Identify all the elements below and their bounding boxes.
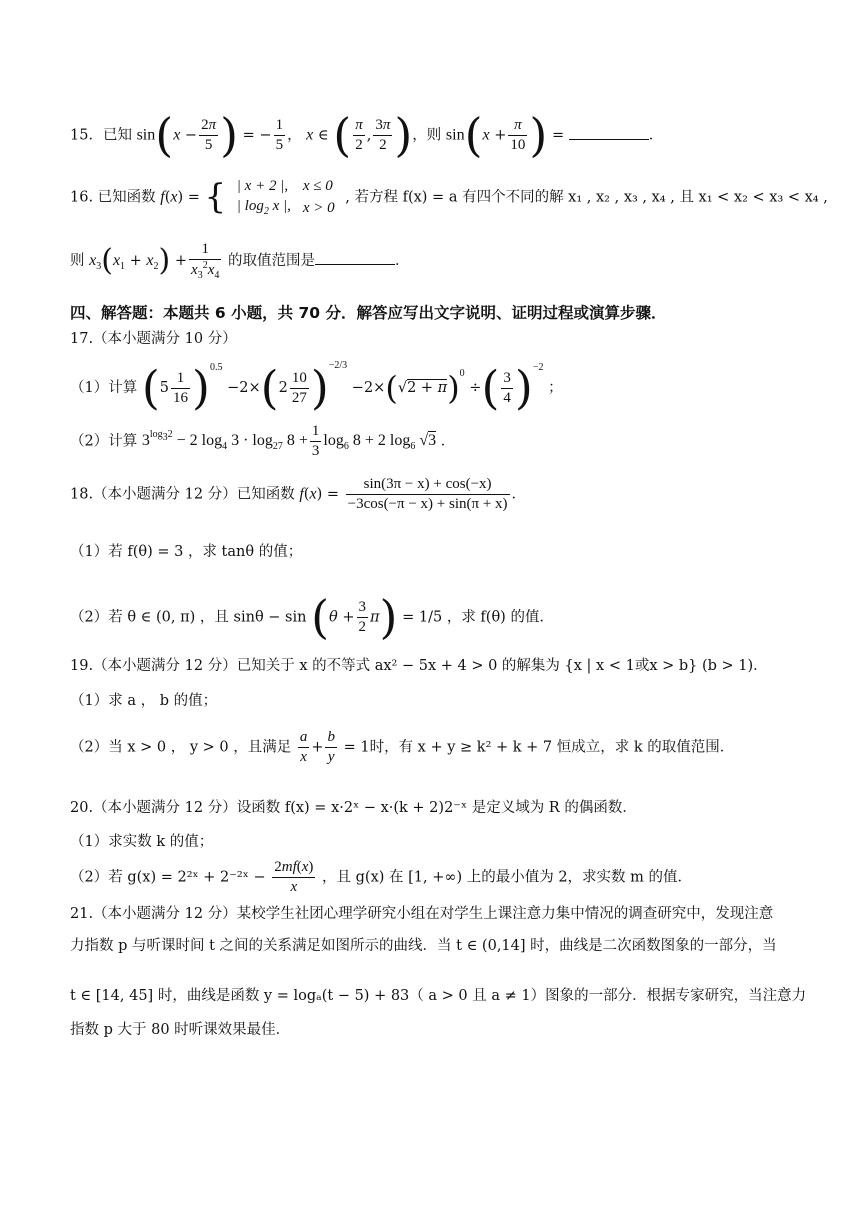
q19-p2-pre: （2）当 x > 0 ， y > 0 ，且满足	[70, 739, 292, 756]
q19-label: 19.（本小题满分 12 分）已知关于 x 的不等式 ax² − 5x + 4 > 0 的解集为 {x | x < 1或x > b} (b > 1)．	[70, 658, 768, 674]
q16-end: ．	[394, 253, 410, 270]
q21-line-3: t ∈ [14, 45] 时，曲线是函数 y = logₐ(t − 5) + 83（ a > 0 且 a ≠ 1）图象的一部分．根据专家研究，当注意力	[70, 988, 807, 1004]
q20-part-2: （2）若 g(x) = 2²ˣ + 2⁻²ˣ − $\frac{2mf(x)}{x}$ ，且 g(x) 在 [1, +∞) 上的最小值为 2，求实数 m 的值．	[70, 859, 693, 895]
q17-label: 17.（本小题满分 10 分）	[70, 331, 237, 347]
q18-denominator: −3cos(−π − x) + sin(π + x)	[347, 495, 508, 512]
q20-p2-post: ，且 g(x) 在 [1, +∞) 上的最小值为 2，求实数 m 的值．	[322, 869, 693, 886]
q15-label: 15．已知	[70, 127, 132, 144]
q15-cond: ，	[287, 127, 302, 144]
question-16: 16. 已知函数 f(x) = { | x + 2 |, x ≤ 0 | $\log_2 x$ |, x > 0 , 若方程 f(x) = a 有四个不同的解 x₁ , x₂ , x₃ , x₄ , 且 x₁ < x₂ < x₃ < x₄ ,	[70, 177, 828, 218]
q18-p2-post: = 1/5 ，求 f(θ) 的值．	[402, 609, 554, 626]
q18-numerator: sin(3π − x) + cos(−x)	[346, 475, 510, 495]
question-15: 15．已知 sin(x − $\frac{2\pi}{5}$ ) = − $\frac{1}{5}$ ， x ∈ ( $\frac{\pi}{2}$ , $\frac{3\pi}{2}$ )，则 sin(x + $\frac{\pi}{10}$ ) = ．	[70, 108, 664, 162]
q17-p1-end: ；	[548, 380, 563, 396]
q17-part-2: （2）计算 $3^{log_32} - 2$ $\log_4 3 \cdot \log_{27} 8$ + $\frac{1}{3}$ $\log_6 8 + 2$ $\log_6 √3$ ．	[70, 423, 456, 459]
q20-label: 20.（本小题满分 12 分）设函数 f(x) = x·2ˣ − x·(k + 2)2⁻ˣ 是定义域为 R 的偶函数．	[70, 800, 637, 816]
q17-p2-end: ．	[440, 433, 456, 450]
q16-label: 16. 已知函数	[70, 189, 156, 206]
q16-rest: , 若方程 f(x) = a 有四个不同的解 x₁ , x₂ , x₃ , x₄ , 且 x₁ < x₂ < x₃ < x₄ ,	[345, 189, 828, 206]
question-16-line2: 则 $x_3(x_1 + x_2)$ + $\frac{1}{x_3^2x_4}$ 的取值范围是 ．	[70, 241, 410, 281]
q17-p1-label: （1）计算	[70, 380, 138, 396]
q18-part-1: （1）若 f(θ) = 3 ，求 tanθ 的值；	[70, 544, 303, 560]
q20-part-1: （1）求实数 k 的值；	[70, 834, 214, 850]
q19-part-2: （2）当 x > 0 ， y > 0 ，且满足 $\frac{a}{x}$ + $\frac{b}{y}$ = 1时，有 x + y ≥ k² + k + 7 恒成立，求 k 的取值范围．	[70, 729, 735, 765]
q15-end: ．	[648, 127, 664, 144]
q19-p2-post: = 1时，有 x + y ≥ k² + k + 7 恒成立，求 k 的取值范围．	[343, 739, 735, 756]
q17-p2-label: （2）计算	[70, 433, 138, 450]
answer-blank-16[interactable]	[315, 250, 395, 265]
q16-line2-post: 的取值范围是	[227, 253, 315, 270]
question-18: 18.（本小题满分 12 分）已知函数 f(x) = $\frac{\sin(3\pi - x) + \cos(-x)}{-3\cos(-\pi - x) + \sin(\pi + x)}$ ．	[70, 476, 527, 512]
q18-part-2: （2）若 θ ∈ (0, π) ，且 sinθ − sin (θ + $\frac{3}{2}$ π) = 1/5 ，求 f(θ) 的值．	[70, 590, 554, 644]
q21-line-2: 力指数 p 与听课时间 t 之间的关系满足如图所示的曲线．当 t ∈ (0,14] 时，曲线是二次函数图象的一部分，当	[70, 938, 777, 954]
q18-label: 18.（本小题满分 12 分）已知函数	[70, 486, 295, 503]
q19-part-1: （1）求 a ， b 的值；	[70, 693, 218, 709]
section-4-heading: 四、解答题：本题共 6 小题，共 70 分．解答应写出文字说明、证明过程或演算步骤．	[70, 304, 667, 322]
q21-line-1: 21.（本小题满分 12 分）某校学生社团心理学研究小组在对学生上课注意力集中情况的调查研究中，发现注意	[70, 906, 774, 922]
q21-line-4: 指数 p 大于 80 时听课效果最佳．	[70, 1022, 291, 1038]
answer-blank-15[interactable]	[569, 125, 649, 140]
q18-p2-pre: （2）若 θ ∈ (0, π) ，且 sinθ − sin	[70, 609, 307, 626]
q17-part-1: （1）计算 (5 $\frac{1}{16}$ )$^{0.5}$ −2×(2 $\frac{10}{27}$ )$^{-2/3} -2\times(√2 + \pi)^0$ ÷( $\frac{3}{4}$ )$^{-2}$ ；	[70, 360, 563, 415]
q20-p2-pre: （2）若 g(x) = 2²ˣ + 2⁻²ˣ −	[70, 869, 266, 886]
q15-then: ，则	[412, 127, 442, 144]
q16-line2-pre: 则	[70, 253, 85, 270]
